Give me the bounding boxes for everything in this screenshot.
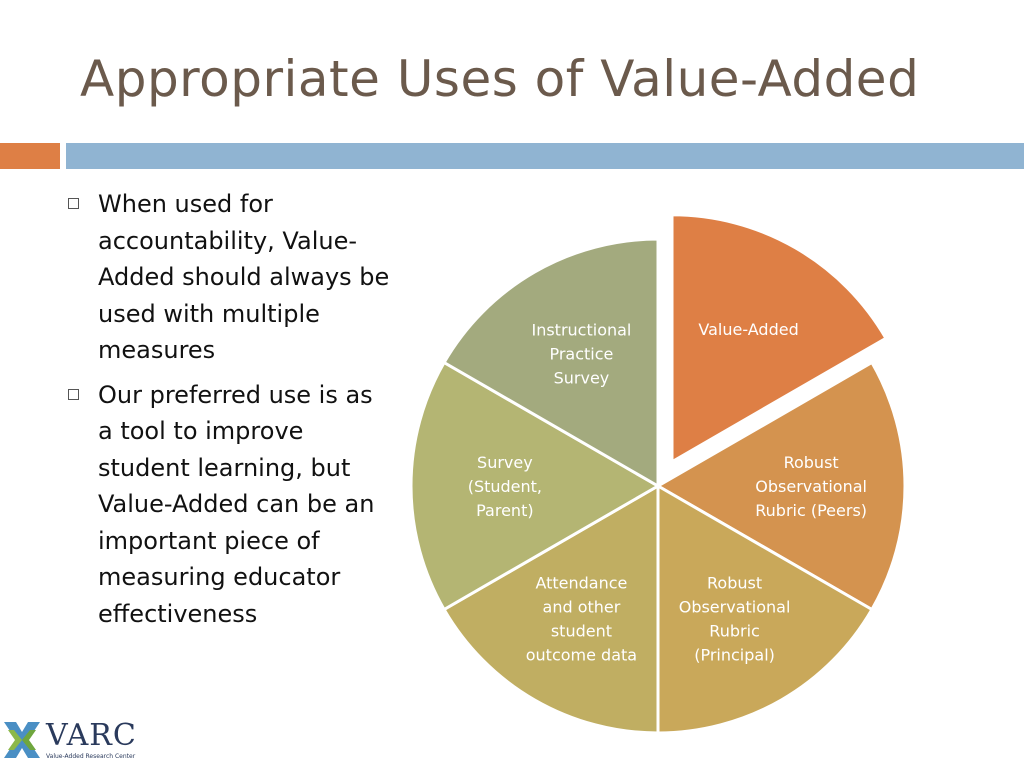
pie-slice-label: Robust Observational Rubric (Peers): [755, 453, 868, 520]
pie-slice-label: Instructional Practice Survey: [531, 320, 632, 388]
pie-slice-label: Attendance and other student outcome data: [525, 573, 638, 665]
logo-subtitle: Value-Added Research Center: [46, 753, 136, 760]
logo-wordmark: VARC: [46, 718, 137, 753]
pie-slice-label: Value-Added: [698, 320, 799, 340]
bullet-text: When used for accountability, Value-Added should always be used with multiple measures: [98, 190, 390, 364]
slide-title: Appropriate Uses of Value-Added: [80, 50, 920, 108]
varc-logo: [0, 716, 140, 764]
pie-slice-label: Robust Observational Rubric (Principal): [678, 573, 791, 665]
varc-logo-mark-icon: [0, 718, 44, 762]
bullet-text: Our preferred use is as a tool to improve student learning, but Value-Added can be an important piece of measuring educator effectiveness: [98, 380, 375, 628]
pie-slice-label: Survey (Student, Parent): [467, 453, 543, 520]
